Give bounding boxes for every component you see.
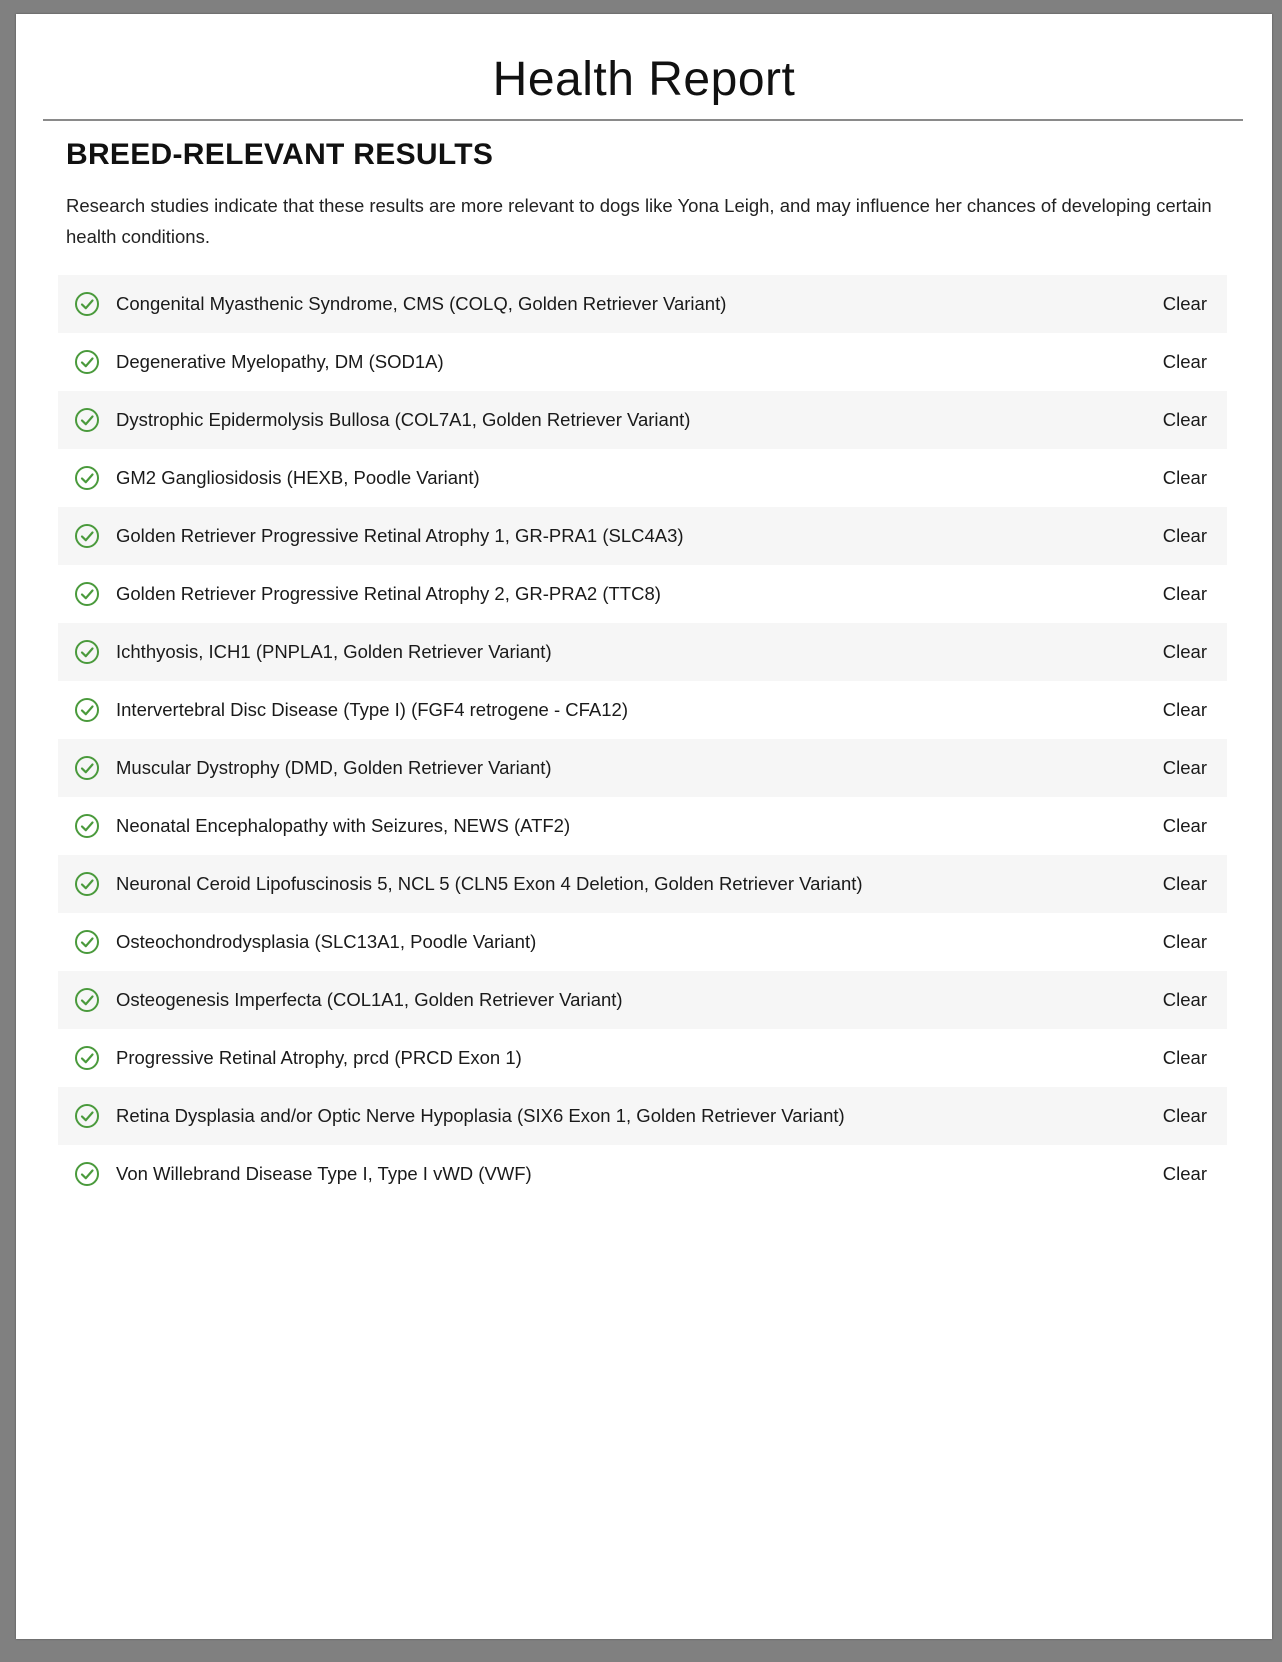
page-title: Health Report [492, 53, 796, 106]
result-row [58, 797, 1227, 855]
result-row [58, 1029, 1227, 1087]
check-circle-icon [74, 291, 100, 317]
condition-name: Dystrophic Epidermolysis Bullosa (COL7A1, Golden Retriever Variant) [116, 409, 691, 430]
result-status: Clear [1162, 1047, 1207, 1068]
condition-name: Progressive Retinal Atrophy, prcd (PRCD Exon 1) [116, 1047, 522, 1068]
result-status: Clear [1162, 815, 1207, 836]
result-status: Clear [1162, 989, 1207, 1010]
check-circle-icon [74, 581, 100, 607]
condition-name: Golden Retriever Progressive Retinal Atrophy 1, GR-PRA1 (SLC4A3) [116, 525, 684, 546]
result-row [58, 681, 1227, 739]
result-status: Clear [1162, 583, 1207, 604]
check-circle-icon [74, 465, 100, 491]
result-row [58, 449, 1227, 507]
check-circle-icon [74, 1045, 100, 1071]
check-circle-icon [74, 349, 100, 375]
condition-name: Osteogenesis Imperfecta (COL1A1, Golden Retriever Variant) [116, 989, 623, 1010]
title-divider [43, 119, 1243, 121]
condition-name: Congenital Myasthenic Syndrome, CMS (COLQ, Golden Retriever Variant) [116, 293, 727, 314]
check-circle-icon [74, 1161, 100, 1187]
check-circle-icon [74, 523, 100, 549]
result-row [58, 739, 1227, 797]
result-row [58, 913, 1227, 971]
result-status: Clear [1162, 641, 1207, 662]
condition-name: Neonatal Encephalopathy with Seizures, NEWS (ATF2) [116, 815, 571, 836]
result-status: Clear [1162, 351, 1207, 372]
result-row [58, 855, 1227, 913]
result-row [58, 623, 1227, 681]
condition-name: Retina Dysplasia and/or Optic Nerve Hypoplasia (SIX6 Exon 1, Golden Retriever Variant) [116, 1105, 845, 1126]
check-circle-icon [74, 755, 100, 781]
check-circle-icon [74, 929, 100, 955]
condition-name: Intervertebral Disc Disease (Type I) (FGF4 retrogene - CFA12) [116, 699, 629, 720]
section-heading: BREED-RELEVANT RESULTS [66, 138, 494, 171]
report-page [16, 14, 1272, 1639]
condition-name: GM2 Gangliosidosis (HEXB, Poodle Variant) [116, 467, 480, 488]
check-circle-icon [74, 871, 100, 897]
condition-name: Von Willebrand Disease Type I, Type I vWD (VWF) [116, 1163, 532, 1184]
condition-name: Degenerative Myelopathy, DM (SOD1A) [116, 351, 444, 372]
result-status: Clear [1162, 525, 1207, 546]
check-circle-icon [74, 987, 100, 1013]
result-row [58, 333, 1227, 391]
check-circle-icon [74, 407, 100, 433]
condition-name: Golden Retriever Progressive Retinal Atrophy 2, GR-PRA2 (TTC8) [116, 583, 661, 604]
check-circle-icon [74, 1103, 100, 1129]
check-circle-icon [74, 639, 100, 665]
result-status: Clear [1162, 757, 1207, 778]
result-status: Clear [1162, 931, 1207, 952]
result-status: Clear [1162, 293, 1207, 314]
check-circle-icon [74, 813, 100, 839]
condition-name: Osteochondrodysplasia (SLC13A1, Poodle Variant) [116, 931, 537, 952]
condition-name: Neuronal Ceroid Lipofuscinosis 5, NCL 5 (CLN5 Exon 4 Deletion, Golden Retriever Variant) [116, 873, 863, 894]
condition-name: Muscular Dystrophy (DMD, Golden Retriever Variant) [116, 757, 552, 778]
result-status: Clear [1162, 467, 1207, 488]
section-intro: Research studies indicate that these results are more relevant to dogs like Yona Leigh, and may influence her chances of developing certain health conditions. [66, 195, 1212, 247]
condition-name: Ichthyosis, ICH1 (PNPLA1, Golden Retriever Variant) [116, 641, 552, 662]
result-status: Clear [1162, 873, 1207, 894]
result-row [58, 507, 1227, 565]
result-row [58, 971, 1227, 1029]
result-row [58, 565, 1227, 623]
check-circle-icon [74, 697, 100, 723]
result-row [58, 275, 1227, 333]
result-row [58, 1145, 1227, 1203]
results-list [58, 275, 1227, 1203]
result-row [58, 1087, 1227, 1145]
result-row [58, 391, 1227, 449]
result-status: Clear [1162, 1105, 1207, 1126]
result-status: Clear [1162, 699, 1207, 720]
result-status: Clear [1162, 409, 1207, 430]
result-status: Clear [1162, 1163, 1207, 1184]
